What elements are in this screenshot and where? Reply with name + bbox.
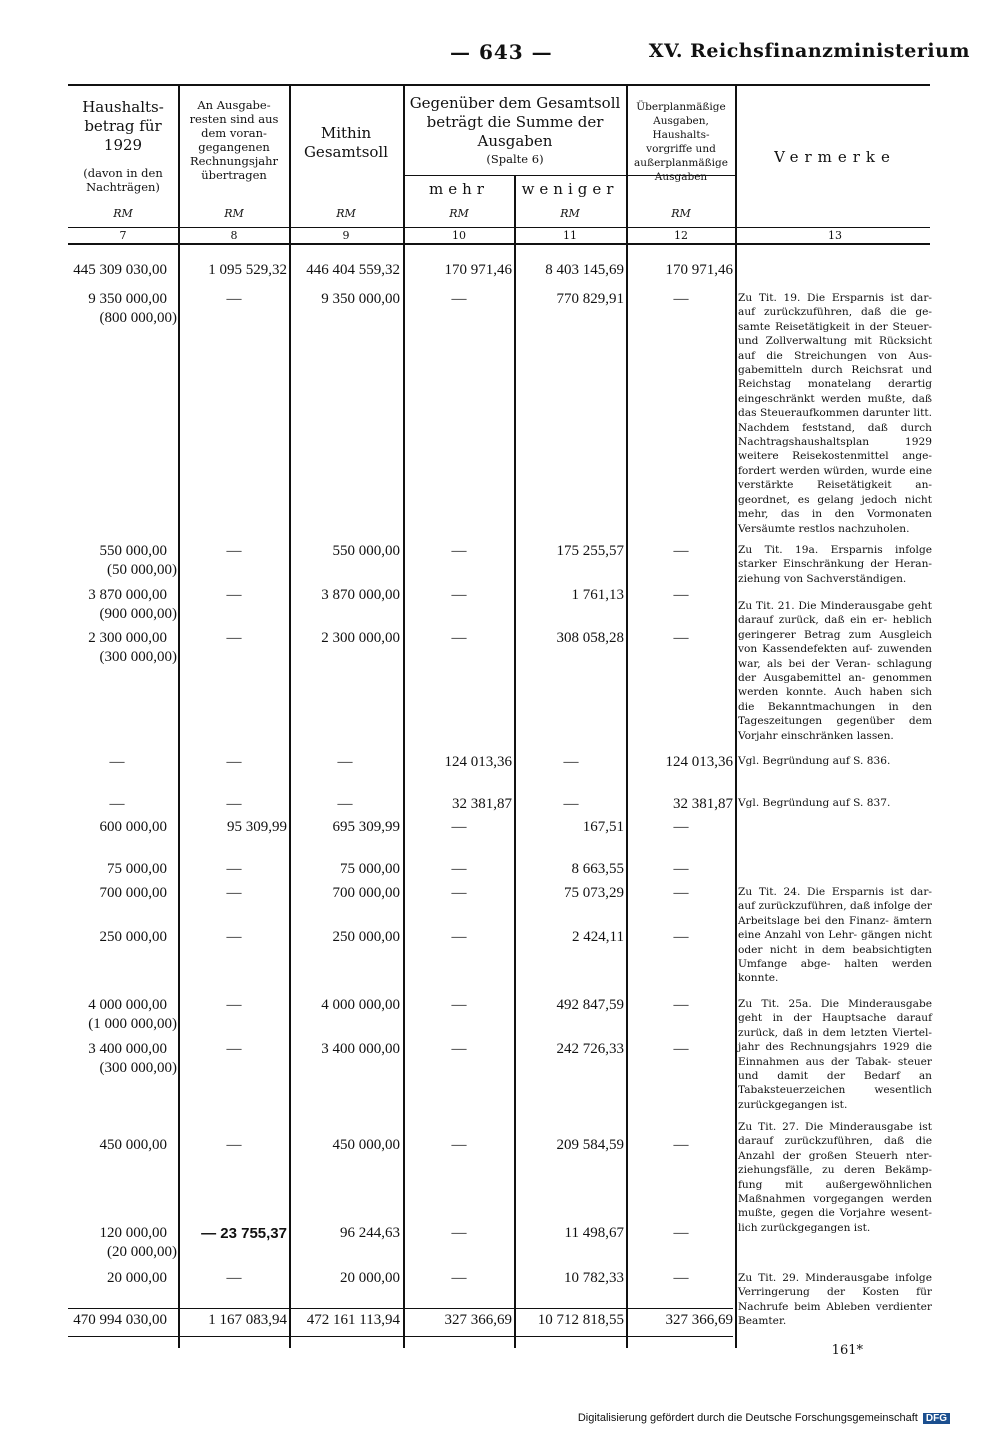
column-subheader-nachtraege: (davon in den Nachträgen) [83, 166, 163, 194]
column-divider [626, 84, 628, 1348]
footer-text: Digitalisierung gefördert durch die Deutsche Forschungsgemeinschaft [577, 1412, 918, 1424]
note-ref-837: Vgl. Begründung auf S. 837. [738, 797, 891, 809]
table-cell-col11: 1 761,13 [571, 587, 624, 603]
table-cell-col11: 242 726,33 [556, 1041, 624, 1057]
table-cell-col8: — [226, 1041, 242, 1057]
table-cell-nachtrag: (800 000,00) [99, 310, 177, 326]
table-cell-col9: 2 300 000,00 [321, 630, 400, 646]
column-number: 11 [563, 229, 577, 242]
table-cell-col12: — [673, 630, 689, 646]
footer [578, 1412, 950, 1424]
table-cell-col8: — [226, 929, 242, 945]
table-cell-col12: — [673, 543, 689, 559]
column-number: 10 [452, 229, 466, 242]
column-header-ausgabereste: An Ausgabe- resten sind aus dem voran- gegangenen Rechnungsjahr übertragen [189, 98, 279, 182]
table-cell-nachtrag: (300 000,00) [99, 649, 177, 665]
table-cell-col10: — [451, 543, 467, 559]
table-cell-col9: 9 350 000,00 [321, 291, 400, 307]
table-cell-col12: — [673, 861, 689, 877]
table-cell-col10: — [451, 929, 467, 945]
table-cell-col8: — [226, 861, 242, 877]
table-cell-col12: 32 381,87 [673, 796, 733, 812]
table-cell-col7: 700 000,00 [99, 885, 167, 901]
page-reference: 161* [831, 1343, 863, 1358]
table-cell-col10: 170 971,46 [444, 262, 512, 278]
table-cell-col7: 450 000,00 [99, 1137, 167, 1153]
column-divider [403, 84, 405, 1348]
group-header-summe: Gegenüber dem Gesamtsoll beträgt die Summe der Ausgaben [409, 94, 621, 150]
column-header-haushaltsbetrag: Haushalts- betrag für 1929 [82, 98, 164, 154]
table-cell-col8: 1 095 529,32 [208, 262, 287, 278]
unit-label: RM [449, 207, 469, 220]
column-header-vermerke: Vermerke [774, 148, 896, 166]
column-divider [514, 175, 516, 1348]
table-cell-col11: 175 255,57 [556, 543, 624, 559]
column-header-gesamtsoll: Mithin Gesamtsoll [303, 124, 389, 161]
units-rule [68, 227, 930, 228]
table-cell-col9: 550 000,00 [332, 543, 400, 559]
table-cell-col12: — [673, 997, 689, 1013]
table-cell-col11: 770 829,91 [556, 291, 624, 307]
table-cell-col10: — [451, 1270, 467, 1286]
note-tit-27: Zu Tit. 27. Die Minderausgabe ist darauf zurückzuführen, daß die Anzahl der großen Steuerh nter- ziehungsfälle, zu deren Bekämp- fung mit außergewöhnlichen Maßnahmen vorgegangen werden mußte, gegen die Vorjahre wesent- lich zurückgegangen ist. [738, 1121, 932, 1234]
unit-label: RM [113, 207, 133, 220]
page-number: — 643 — [450, 40, 553, 64]
table-cell-col7: 75 000,00 [107, 861, 167, 877]
table-cell-col9: 695 309,99 [332, 819, 400, 835]
table-cell-col12: — [673, 587, 689, 603]
column-number: 7 [119, 229, 127, 242]
column-number: 13 [828, 229, 842, 242]
table-cell-col11: 8 403 145,69 [545, 262, 624, 278]
table-cell-col9: 96 244,63 [340, 1225, 400, 1241]
table-cell-col12: — [673, 929, 689, 945]
note-tit-21: Zu Tit. 21. Die Minderausgabe geht darauf zurück, daß ein er- heblich geringerer Betrag zum Ausgleich von Kassendefekten auf- zuwenden war, als bei der Veran- schlagung der Ausgabemittel an- genommen werden konnte. Auch haben sich die Bekanntmachungen in den Tageszeitungen gegenüber dem Vorjahr einschränken lassen. [738, 600, 932, 742]
column-number: 9 [342, 229, 350, 242]
table-cell-col9: — [337, 796, 353, 812]
table-cell-col7: — [109, 754, 125, 770]
table-cell-col7: 550 000,00 [99, 543, 167, 559]
note-tit-19a: Zu Tit. 19a. Ersparnis infolge starker Einschränkung der Heran- ziehung von Sachverständigen. [738, 544, 932, 585]
running-head: XV. Reichsfinanzministerium [648, 40, 970, 62]
table-cell-col8: — 23 755,37 [201, 1225, 287, 1242]
table-cell-col11: 167,51 [582, 819, 624, 835]
table-cell-col9: 472 161 113,94 [306, 1312, 400, 1328]
table-cell-col9: 4 000 000,00 [321, 997, 400, 1013]
table-cell-col9: 3 870 000,00 [321, 587, 400, 603]
column-header-ueberplanmaessig: Überplanmäßige Ausgaben, Haushalts- vorgriffe und außerplanmäßige Ausgaben [634, 101, 728, 183]
table-cell-col8: — [226, 587, 242, 603]
unit-label: RM [671, 207, 691, 220]
column-number: 12 [674, 229, 688, 242]
table-cell-col12: 327 366,69 [665, 1312, 733, 1328]
table-cell-col7: 4 000 000,00 [88, 997, 167, 1013]
table-cell-col11: 10 782,33 [564, 1270, 624, 1286]
table-cell-col8: — [226, 291, 242, 307]
table-cell-nachtrag: (20 000,00) [107, 1244, 177, 1260]
table-cell-col10: — [451, 630, 467, 646]
unit-label: RM [336, 207, 356, 220]
table-cell-col8: — [226, 754, 242, 770]
table-cell-col7: 3 400 000,00 [88, 1041, 167, 1057]
table-cell-col12: — [673, 1225, 689, 1241]
table-cell-col9: 446 404 559,32 [306, 262, 400, 278]
table-cell-col10: — [451, 1225, 467, 1241]
table-cell-col12: — [673, 1270, 689, 1286]
table-cell-col8: — [226, 543, 242, 559]
table-cell-col7: — [109, 796, 125, 812]
column-number: 8 [230, 229, 238, 242]
total-top-rule [68, 1308, 733, 1309]
table-cell-col8: — [226, 630, 242, 646]
unit-label: RM [224, 207, 244, 220]
table-cell-col8: — [226, 1137, 242, 1153]
table-cell-col8: — [226, 1270, 242, 1286]
table-cell-col11: 2 424,11 [572, 929, 624, 945]
table-cell-col11: 10 712 818,55 [537, 1312, 624, 1328]
table-cell-col9: 75 000,00 [340, 861, 400, 877]
table-cell-col8: — [226, 885, 242, 901]
table-cell-col9: 450 000,00 [332, 1137, 400, 1153]
table-cell-col9: 3 400 000,00 [321, 1041, 400, 1057]
table-cell-col11: 8 663,55 [571, 861, 624, 877]
table-cell-col10: — [451, 587, 467, 603]
table-cell-col12: — [673, 1137, 689, 1153]
total-bottom-rule [68, 1336, 733, 1337]
note-tit-19: Zu Tit. 19. Die Ersparnis ist dar- auf zurückzuführen, daß die ge- samte Reisetätigkeit in der Steuer- und Zollverwaltung mit Rücksicht auf die Streichungen von Aus- gabemitteln durch Reichsrat und Reichstag monatelang derartig eingeschränkt werden mußte, daß das Steueraufkommen darunter litt. Nachdem feststand, daß durch Nachtragshaushaltsplan 1929 weitere Reisekostenmittel ange- fordert werden würden, wurde eine verstärkte Reisetätigkeit an- geordnet, es gelang jedoch nicht mehr, das in den Vormonaten Versäumte restlos nachzuholen. [738, 292, 932, 535]
note-ref-836: Vgl. Begründung auf S. 836. [738, 755, 891, 767]
table-cell-col7: 445 309 030,00 [73, 262, 167, 278]
table-cell-col7: 2 300 000,00 [88, 630, 167, 646]
table-cell-col10: — [451, 885, 467, 901]
column-divider [178, 84, 180, 1348]
table-cell-col11: 209 584,59 [556, 1137, 624, 1153]
table-cell-col9: 250 000,00 [332, 929, 400, 945]
table-cell-col12: — [673, 819, 689, 835]
table-cell-col7: 120 000,00 [99, 1225, 167, 1241]
table-cell-col8: 1 167 083,94 [208, 1312, 287, 1328]
table-cell-col10: — [451, 1137, 467, 1153]
table-cell-col7: 470 994 030,00 [73, 1312, 167, 1328]
table-cell-col7: 20 000,00 [107, 1270, 167, 1286]
table-cell-col7: 9 350 000,00 [88, 291, 167, 307]
table-cell-col8: — [226, 997, 242, 1013]
table-cell-col10: — [451, 819, 467, 835]
table-cell-col12: 170 971,46 [665, 262, 733, 278]
note-tit-25a: Zu Tit. 25a. Die Minderausgabe geht in der Hauptsache darauf zurück, daß in dem letzten Viertel- jahr des Rechnungsjahrs 1929 die Einnahmen aus der Tabak- steuer und damit der Bedarf an Tabaksteuerzeichen wesentlich zurückgegangen ist. [738, 998, 932, 1111]
note-tit-29: Zu Tit. 29. Minderausgabe infolge Verringerung der Kosten für Nachrufe beim Ableben verdienter Beamter. [738, 1272, 932, 1328]
column-divider [735, 84, 737, 1348]
table-top-rule [68, 84, 930, 86]
table-cell-nachtrag: (300 000,00) [99, 1060, 177, 1076]
column-header-weniger: weniger [521, 180, 619, 198]
table-cell-nachtrag: (900 000,00) [99, 606, 177, 622]
table-cell-col11: — [563, 796, 579, 812]
unit-label: RM [560, 207, 580, 220]
table-cell-col11: 492 847,59 [556, 997, 624, 1013]
table-cell-col8: — [226, 796, 242, 812]
table-cell-col11: 11 498,67 [564, 1225, 624, 1241]
header-bottom-rule [68, 243, 930, 245]
dfg-logo: DFG [923, 1413, 950, 1424]
table-cell-col11: 308 058,28 [556, 630, 624, 646]
table-cell-col11: 75 073,29 [564, 885, 624, 901]
table-cell-col9: 700 000,00 [332, 885, 400, 901]
column-header-mehr: mehr [429, 180, 489, 198]
table-cell-col12: — [673, 1041, 689, 1057]
note-tit-24: Zu Tit. 24. Die Ersparnis ist dar- auf zurückzuführen, daß infolge der Arbeitslage bei den Finanz- ämtern eine Anzahl von Lehr- gängen nicht oder nicht in dem beabsichtigten Umfange abge- halten werden konnte. [738, 886, 932, 985]
table-cell-col10: — [451, 291, 467, 307]
table-cell-col7: 3 870 000,00 [88, 587, 167, 603]
table-cell-col10: 124 013,36 [444, 754, 512, 770]
table-cell-col7: 250 000,00 [99, 929, 167, 945]
table-cell-col12: — [673, 885, 689, 901]
table-cell-col10: 32 381,87 [452, 796, 512, 812]
table-cell-col10: — [451, 861, 467, 877]
table-cell-col9: 20 000,00 [340, 1270, 400, 1286]
table-cell-col7: 600 000,00 [99, 819, 167, 835]
group-header-spalte: (Spalte 6) [486, 152, 544, 166]
table-cell-col12: 124 013,36 [665, 754, 733, 770]
table-cell-col10: — [451, 997, 467, 1013]
table-cell-col11: — [563, 754, 579, 770]
table-cell-col12: — [673, 291, 689, 307]
table-cell-nachtrag: (1 000 000,00) [88, 1016, 177, 1032]
table-cell-col9: — [337, 754, 353, 770]
table-cell-col8: 95 309,99 [227, 819, 287, 835]
table-cell-col10: — [451, 1041, 467, 1057]
table-cell-col10: 327 366,69 [444, 1312, 512, 1328]
table-cell-nachtrag: (50 000,00) [107, 562, 177, 578]
